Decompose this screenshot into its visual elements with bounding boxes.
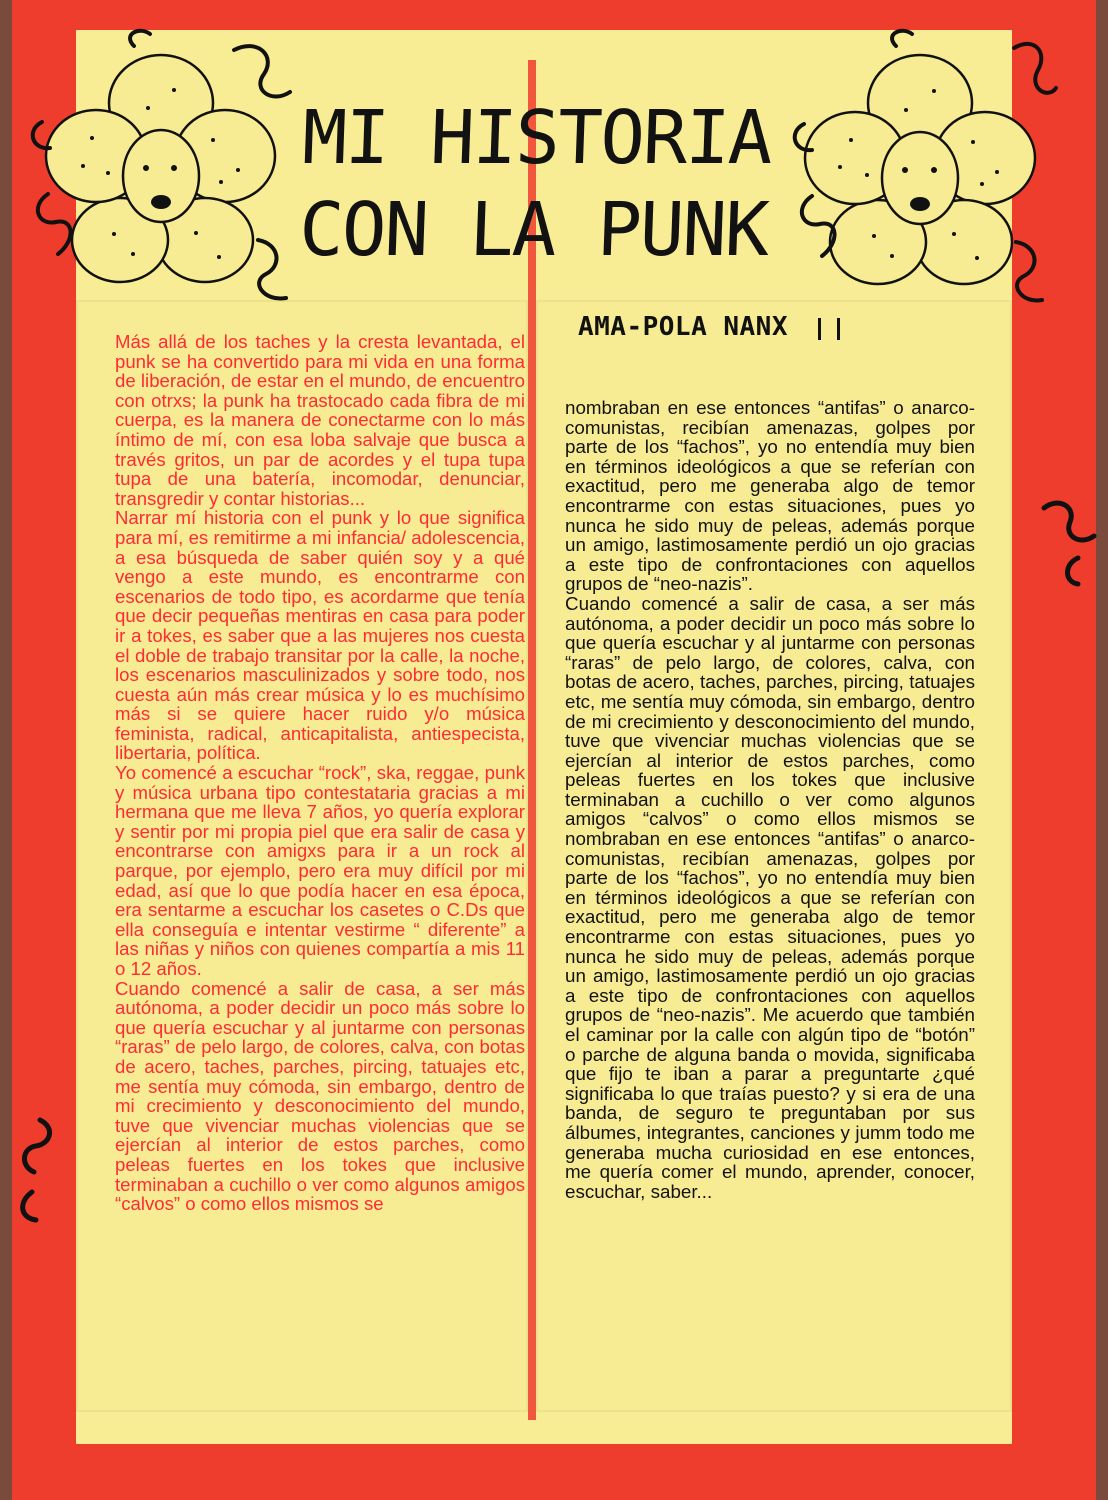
author-mark-icon bbox=[818, 318, 840, 340]
flower-face-illustration-right bbox=[780, 28, 1060, 318]
left-paragraph-3: Yo comencé a escuchar “rock”, ska, reggae, punk y música urbana tipo contestataria gracias a mi hermana que me lleva 7 años, yo quería explorar y sentir por mi propia piel que era salir de casa y encontrarse con amigxs para ir a un rock al parque, por ejemplo, pero era muy difícil por mi edad, así que lo que podía hacer en esa época, era sentarme a escuchar los casetes o C.Ds que ella conseguía e intentar vestirme “ diferente” a las niñas y niños con quienes compartía a mis 11 o 12 años. bbox=[115, 762, 525, 979]
left-paragraph-1: Más allá de los taches y la cresta levantada, el punk se ha convertido para mi vida en una forma de liberación, de estar en el mundo, de encuentro con otrxs; la punk ha trastocado cada fibra de mi cuerpa, es la manera de conectarme con lo más íntimo de mí, con esa loba salvaje que busca a través gritos, un par de acordes y el tupa tupa tupa de una batería, incomodar, denunciar, transgredir y contar historias... bbox=[115, 331, 525, 509]
left-paragraph-4: Cuando comencé a salir de casa, a ser más autónoma, a poder decidir un poco más sobre lo que quería escuchar y al juntarme con personas “raras” de pelo largo, de colores, calva, con botas de acero, taches, parches, pircing, tatuajes etc, me sentía muy cómoda, sin embargo, dentro de mi crecimiento y desconocimiento del mundo, tuve que vivenciar muchas violencias que se ejercían al interior de estos parches, como peleas fuertes en los tokes que inclusive terminaban a cuchillo o ver como algunos amigos “calvos” o como ellos mismos se bbox=[115, 977, 525, 1215]
right-edge-shadow bbox=[1096, 0, 1108, 1500]
left-edge-shadow bbox=[0, 0, 12, 1500]
title-line-2: CON LA PUNK bbox=[297, 187, 769, 273]
right-paragraph-2: Cuando comencé a salir de casa, a ser más autónoma, a poder decidir un poco más sobre lo que quería escuchar y al juntarme con personas “raras” de pelo largo, de colores, calva, con botas de acero, taches, parches, pircing, tatuajes etc, me sentía muy cómoda, sin embargo, dentro de mi crecimiento y desconocimiento del mundo, tuve que vivenciar muchas violencias que se ejercían al interior de estos parches, como peleas fuertes en los tokes que inclusive terminaban a cuchillo o ver como algunos amigos “calvos” o como ellos mismos se nombraban en ese entonces “antifas” o anarco-comunistas, recibían amenazas, golpes por parte de los “fachos”, yo no entendía muy bien en términos ideológicos a que se referían con exactitud, pero me generaba algo de temor encontrarme con estas situaciones, pues yo nunca he sido muy de peleas, además porque un amigo, lastimosamente perdió un ojo gracias a este tipo de confrontaciones con aquellos grupos de “neo-nazis”. Me acuerdo que también el caminar por la calle con algún tipo de “botón” o parche de alguna banda o movida, significaba que fijo te iban a parar a preguntarte ¿qué significaba lo que traías puesto? y si era de una banda, de seguro te preguntaban por sus álbumes, integrantes, canciones y jumm todo me generaba mucha curiosidad en ese entonces, me quería comer el mundo, aprender, conocer, escuchar, saber... bbox=[565, 592, 975, 1202]
title-line-1: MI HISTORIA bbox=[301, 95, 773, 181]
right-column-text bbox=[565, 398, 975, 1201]
flower-face-illustration-left bbox=[20, 28, 302, 314]
page-title bbox=[297, 92, 773, 276]
decorative-squiggle-right bbox=[1036, 488, 1106, 618]
decorative-squiggle-left bbox=[10, 1110, 80, 1250]
top-red-border bbox=[0, 0, 1108, 30]
right-paragraph-1: nombraban en ese entonces “antifas” o anarco-comunistas, recibían amenazas, golpes por parte de los “fachos”, yo no entendía muy bien en términos ideológicos a que se referían con exactitud, pero me generaba algo de temor encontrarme con estas situaciones, pues yo nunca he sido muy de peleas, además porque un amigo, lastimosamente perdió un ojo gracias a este tipo de confrontaciones con aquellos grupos de “neo-nazis”. bbox=[565, 397, 975, 595]
bottom-red-border bbox=[0, 1444, 1108, 1500]
left-paragraph-2: Narrar mí historia con el punk y lo que significa para mí, es remitirme a mi infancia/ adolescencia, a esa búsqueda de saber quién soy y a qué vengo a este mundo, es encontrarme con escenarios de todo tipo, es acordarme que tenía que decir pequeñas mentiras en casa para poder ir a tokes, es saber que a las mujeres nos cuesta el doble de trabajo transitar por la calle, la noche, los escenarios masculinizados y sobre todo, nos cuesta aún más crear música y lo es muchísimo más si se quiere hacer ruido y/o música feminista, radical, anticapitalista, antiespecista, libertaria, política. bbox=[115, 507, 525, 764]
left-column-text bbox=[115, 332, 525, 1214]
author-name: AMA-POLA NANX bbox=[578, 312, 788, 342]
